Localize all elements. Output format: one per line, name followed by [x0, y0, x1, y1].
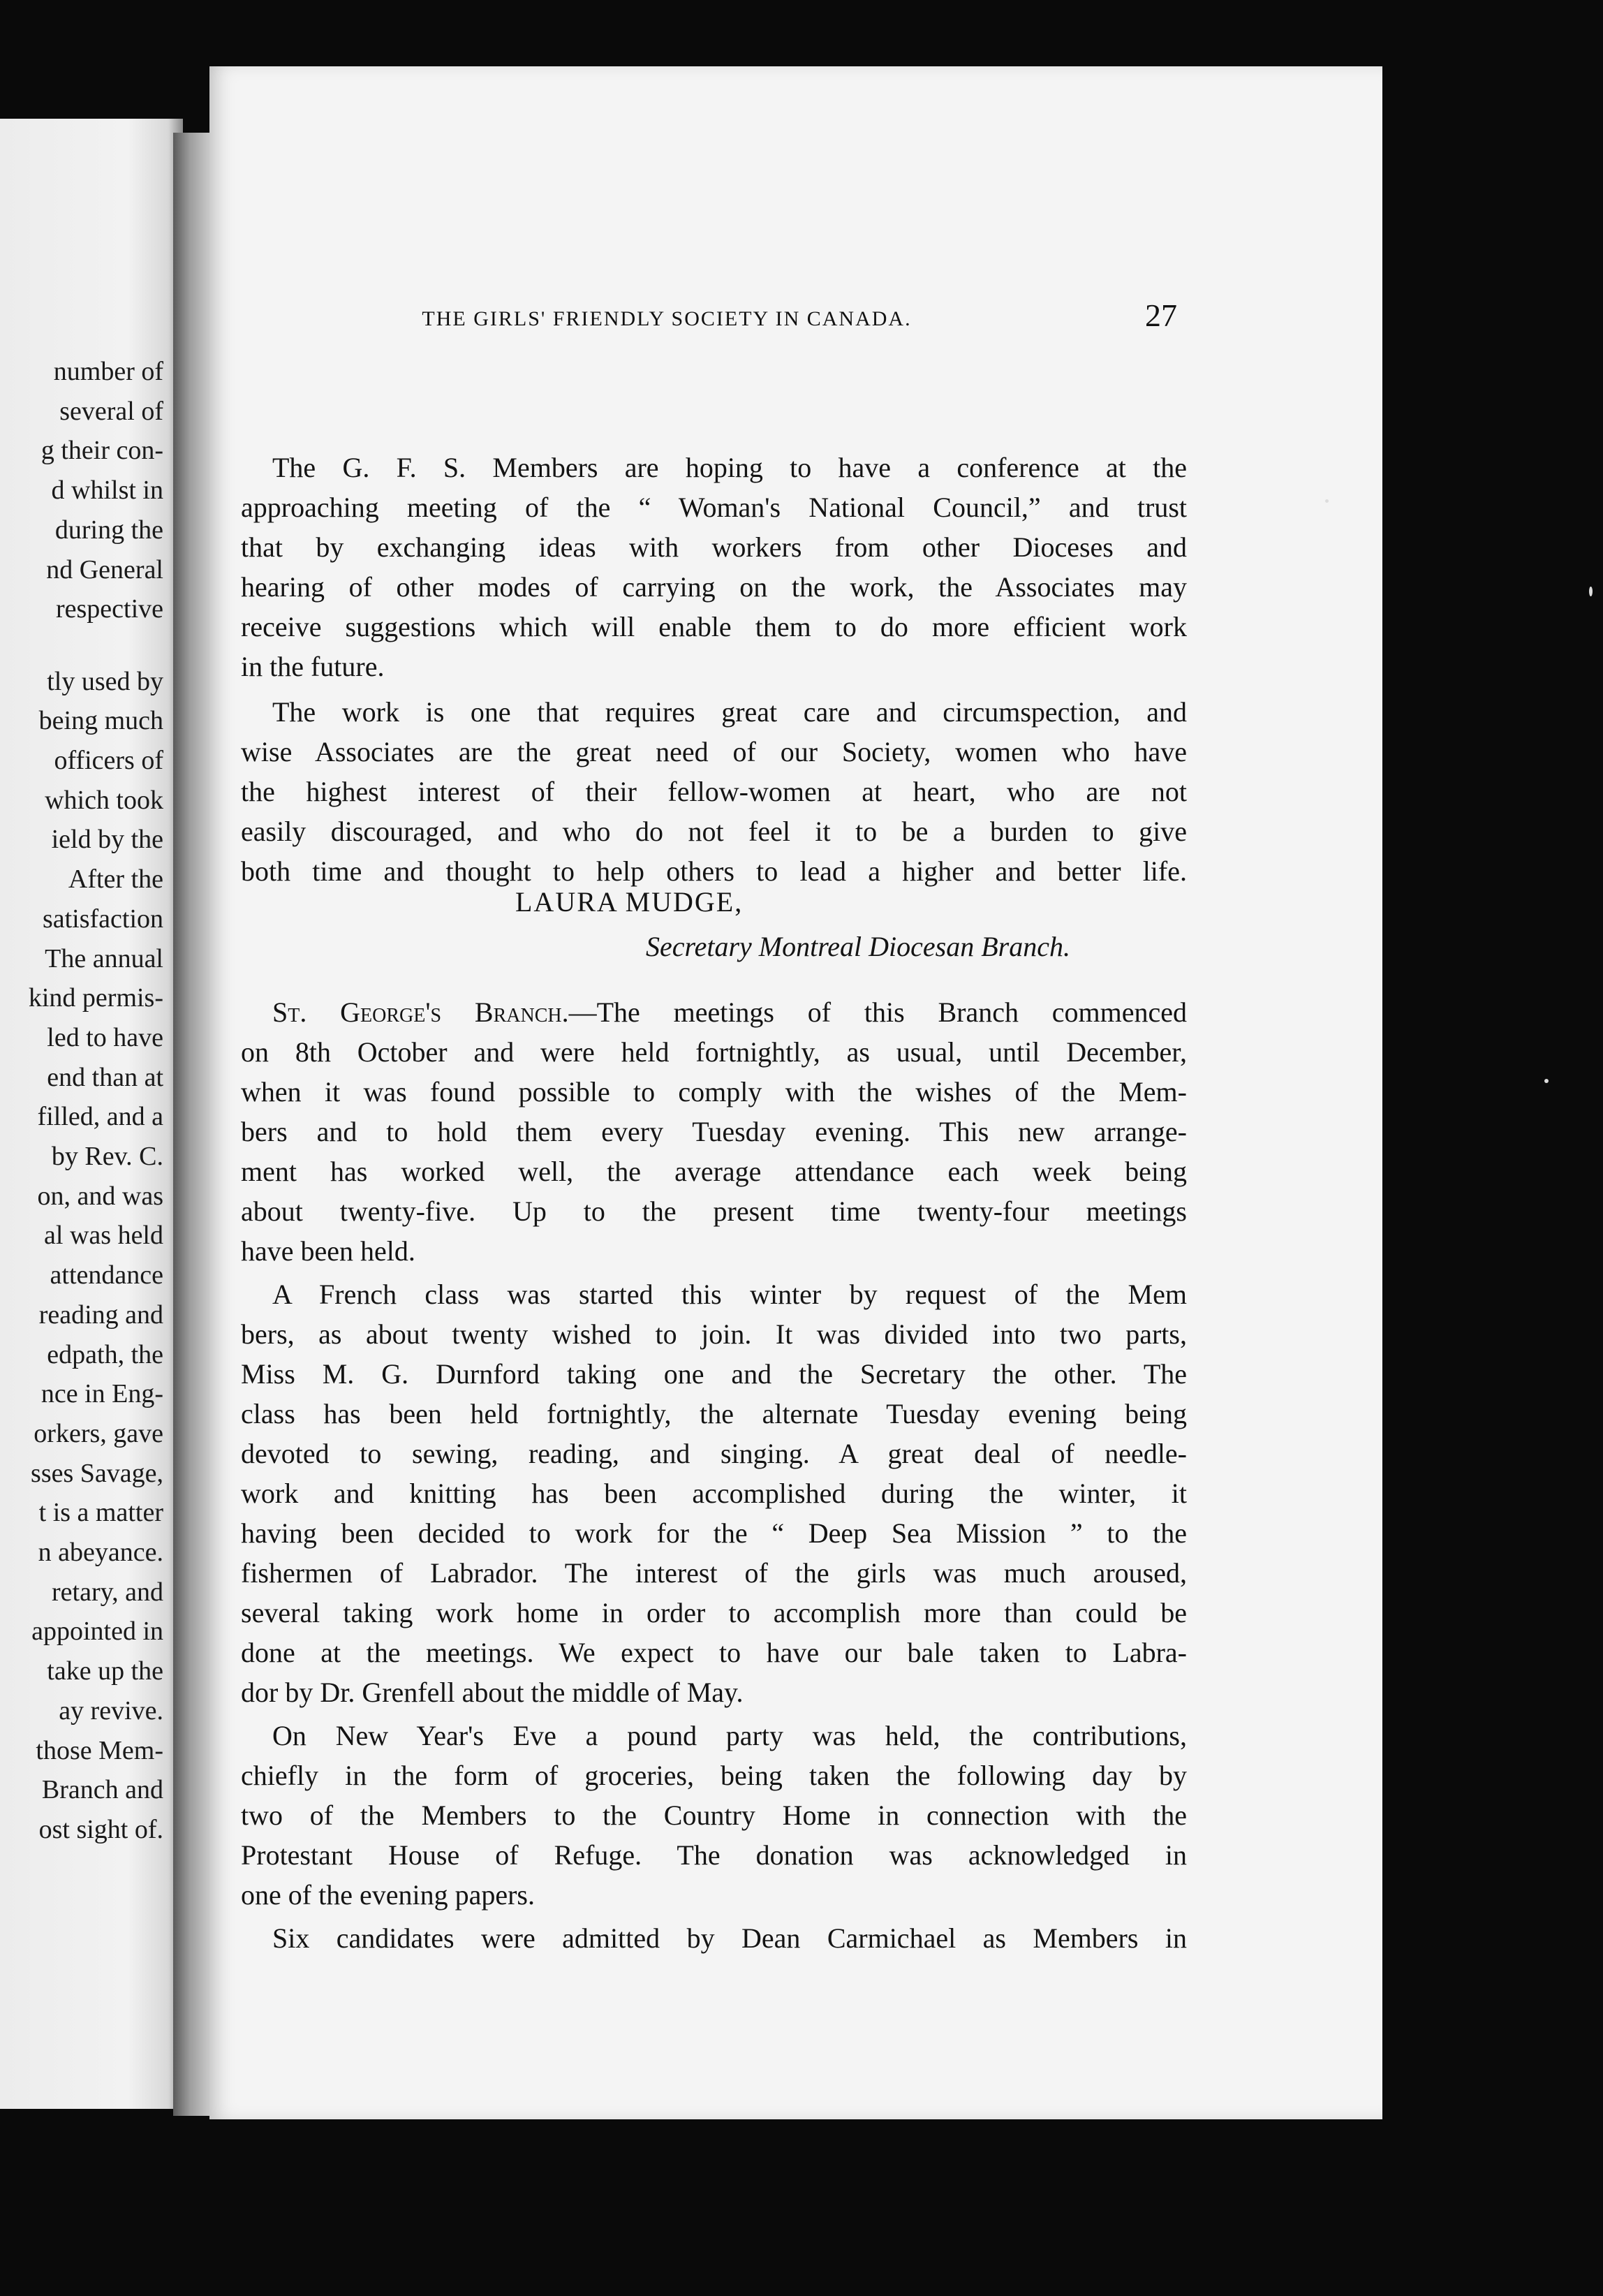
paragraph-1-line: approaching meeting of the “ Woman's National Council,” and trust — [241, 492, 1187, 523]
paragraph-1-line: The G. F. S. Members are hoping to have a conference at the — [272, 452, 1187, 483]
left-page-line: officers of — [54, 746, 163, 775]
left-page-line: during the — [54, 515, 163, 545]
left-page-line: respective — [55, 594, 163, 624]
paragraph-4-line: work and knitting has been accomplished during the winter, it — [241, 1478, 1187, 1509]
left-page-line: filled, and a — [37, 1102, 163, 1132]
left-page-line: The annual — [45, 943, 163, 973]
left-page-line: ay revive. — [59, 1695, 163, 1725]
left-page-line: edpath, the — [47, 1339, 163, 1369]
left-page-line: Branch and — [41, 1775, 163, 1805]
left-page-line: orkers, gave — [34, 1418, 163, 1448]
branch-heading: St. George's Branch. — [272, 996, 569, 1028]
page-number: 27 — [1145, 297, 1177, 333]
left-page-line: sses Savage, — [31, 1458, 163, 1488]
left-page-line: attendance — [50, 1260, 163, 1290]
left-page-line: ost sight of. — [38, 1814, 163, 1844]
paragraph-3-first-line — [272, 996, 1187, 1028]
left-page-line: retary, and — [52, 1577, 163, 1607]
paragraph-1-line: that by exchanging ideas with workers from other Dioceses and — [241, 531, 1187, 563]
paragraph-4-line: bers, as about twenty wished to join. It was divided into two parts, — [241, 1318, 1187, 1350]
paragraph-3-line: ment has worked well, the average attendance each week being — [241, 1156, 1187, 1187]
left-page-line: led to have — [47, 1022, 163, 1052]
paragraph-1-line: hearing of other modes of carrying on the work, the Associates may — [241, 571, 1187, 603]
left-page-line: on, and was — [37, 1181, 163, 1211]
paragraph-2-line: the highest interest of their fellow-women at heart, who are not — [241, 776, 1187, 807]
left-page-line: tly used by — [47, 666, 163, 696]
left-page-line: being much — [38, 706, 163, 736]
left-page-line: appointed in — [31, 1617, 163, 1647]
left-page-line: ield by the — [51, 825, 163, 855]
left-page-line: nce in Eng- — [40, 1379, 163, 1409]
paragraph-5-line: chiefly in the form of groceries, being taken the following day by — [241, 1760, 1187, 1791]
left-page-line: kind permis- — [28, 983, 163, 1013]
left-page-line: those Mem- — [36, 1735, 163, 1765]
paragraph-3-line: when it was found possible to comply with the wishes of the Mem- — [241, 1076, 1187, 1107]
paragraph-4-line: dor by Dr. Grenfell about the middle of May. — [241, 1677, 744, 1708]
paragraph-4-line: class has been held fortnightly, the alternate Tuesday evening being — [241, 1398, 1187, 1429]
dust-speck — [1544, 1079, 1549, 1083]
paragraph-3-first-line-rest: —The meetings of this Branch commenced — [568, 996, 1187, 1028]
dust-speck — [1589, 587, 1593, 596]
paragraph-5-line: On New Year's Eve a pound party was held, the contributions, — [272, 1720, 1187, 1751]
paragraph-2-line: both time and thought to help others to lead a higher and better life. — [241, 855, 1187, 887]
paragraph-2-line: wise Associates are the great need of our Society, women who have — [241, 736, 1187, 767]
paragraph-4-line: several taking work home in order to accomplish more than could be — [241, 1597, 1187, 1628]
left-page-line: number of — [53, 357, 163, 386]
left-page-line: n abeyance. — [38, 1538, 163, 1567]
left-page-line: reading and — [38, 1300, 163, 1330]
left-page-line: After the — [68, 864, 163, 895]
paragraph-5-line: one of the evening papers. — [241, 1879, 535, 1911]
signature-title: Secretary Montreal Diocesan Branch. — [646, 931, 1070, 962]
left-page-line: end than at — [47, 1062, 163, 1092]
paragraph-6-line: Six candidates were admitted by Dean Carmichael as Members in — [272, 1922, 1187, 1954]
paragraph-4-line: Miss M. G. Durnford taking one and the Secretary the other. The — [241, 1358, 1187, 1390]
paragraph-4-line: A French class was started this winter by request of the Mem — [272, 1279, 1187, 1310]
paragraph-3-line: bers and to hold them every Tuesday evening. This new arrange- — [241, 1116, 1187, 1147]
paragraph-2-line: easily discouraged, and who do not feel it to be a burden to give — [241, 816, 1187, 847]
paragraph-2-line: The work is one that requires great care and circumspection, and — [272, 696, 1187, 728]
paragraph-4-line: devoted to sewing, reading, and singing. A great deal of needle- — [241, 1438, 1187, 1469]
left-page-line: several of — [59, 396, 163, 426]
paragraph-3-line: about twenty-five. Up to the present time twenty-four meetings — [241, 1195, 1187, 1227]
left-page-line: al was held — [44, 1221, 163, 1251]
paragraph-4-line: fishermen of Labrador. The interest of the girls was much aroused, — [241, 1557, 1187, 1589]
paragraph-1-line: receive suggestions which will enable them to do more efficient work — [241, 611, 1187, 642]
left-page-line: d whilst in — [51, 476, 163, 506]
paragraph-3-line: have been held. — [241, 1235, 415, 1267]
paragraph-1-line: in the future. — [241, 651, 385, 682]
signature-name: LAURA MUDGE, — [515, 886, 744, 918]
left-page-line: take up the — [47, 1656, 163, 1686]
left-facing-page — [0, 119, 183, 2109]
left-page-line: nd General — [46, 554, 163, 584]
left-page-line: g their con- — [40, 436, 163, 466]
dust-speck — [1325, 499, 1329, 503]
left-page-line: by Rev. C. — [51, 1142, 163, 1171]
left-page-line: satisfaction — [42, 904, 163, 934]
paragraph-5-line: two of the Members to the Country Home in connection with the — [241, 1800, 1187, 1831]
left-page-line: t is a matter — [38, 1498, 163, 1528]
left-page-line: which took — [45, 785, 163, 815]
running-head: THE GIRLS' FRIENDLY SOCIETY IN CANADA. — [422, 307, 912, 330]
paragraph-4-line: having been decided to work for the “ Deep Sea Mission ” to the — [241, 1517, 1187, 1549]
paragraph-5-line: Protestant House of Refuge. The donation was acknowledged in — [241, 1839, 1187, 1871]
paragraph-4-line: done at the meetings. We expect to have our bale taken to Labra- — [241, 1637, 1187, 1668]
paragraph-3-line: on 8th October and were held fortnightly, as usual, until December, — [241, 1036, 1187, 1068]
